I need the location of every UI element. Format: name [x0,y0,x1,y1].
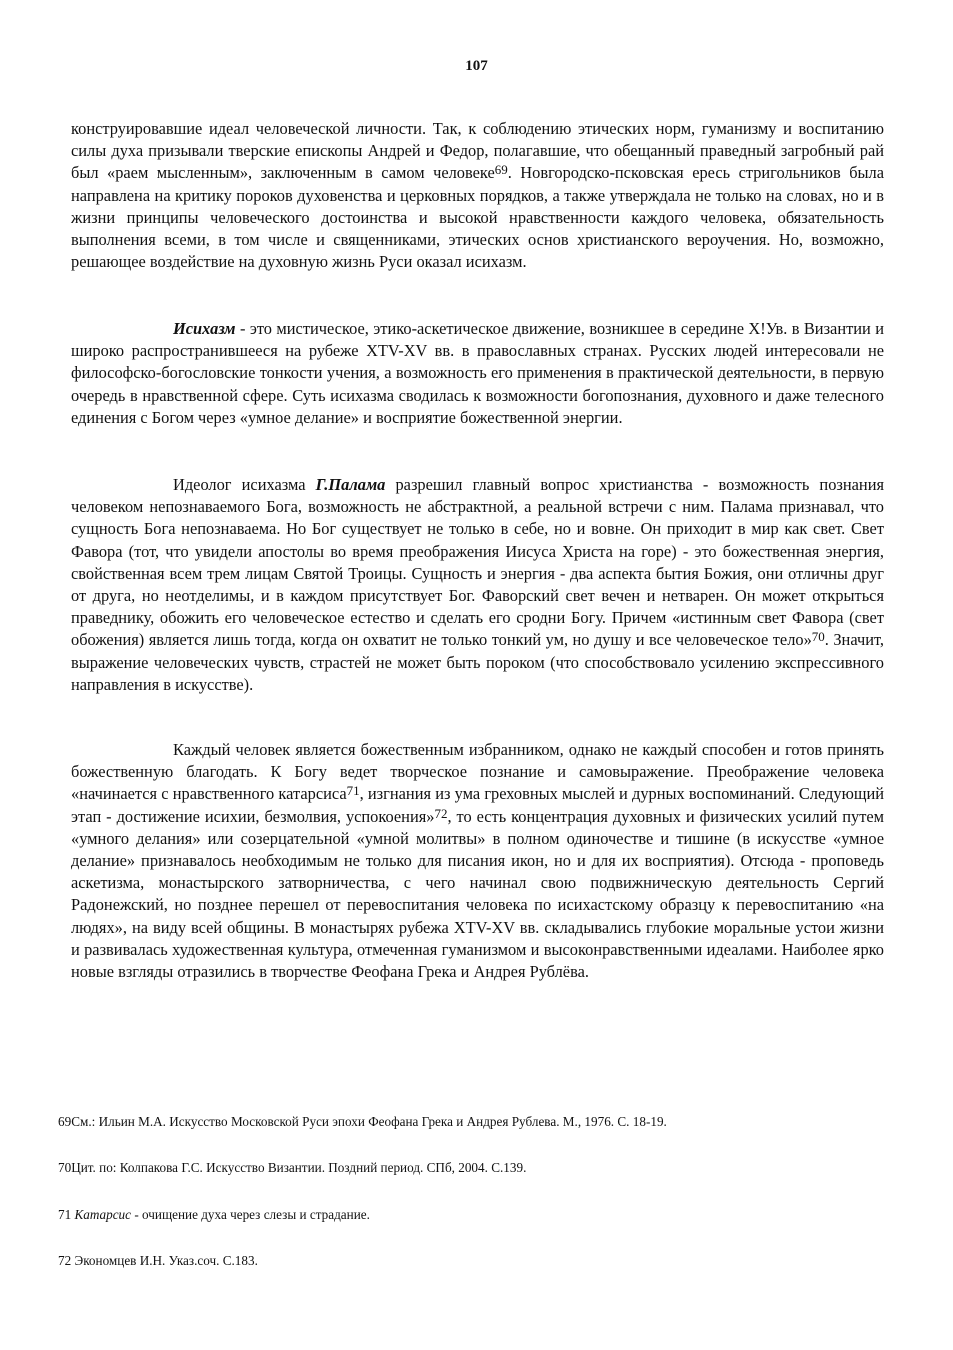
paragraph-2-text: - это мистическое, этико-аскетическое движение, возникшее в середине Х!Ув. в Византии и широко распространившееся на рубеже XTV-XV вв. в православных странах. Русских людей интересовали не философско-богословские тонкости учения, а возможность его применения в практической деятельности, в первую очередь в нравственной сфере. Суть исихазма сводилась к возможности богопознания, духовного и даже телесного единения с Богом через «умное делание» и восприятие божественной энергии. [71,319,884,427]
name-palamas: Г.Палама [315,475,386,494]
footnote-text: Цит. по: Колпакова Г.С. Искусство Византии. Поздний период. СПб, 2004. С.139. [71,1160,527,1175]
footnote-text: - очищение духа через слезы и страдание. [131,1207,370,1222]
paragraph-3-lead: Идеолог исихазма [173,475,316,494]
footnote-69 [58,1114,888,1130]
footnote-text: См.: Ильин М.А. Искусство Московской Руси эпохи Феофана Грека и Андрея Рублева. М., 1976. С. 18-19. [71,1114,667,1129]
footnote-71 [58,1207,888,1223]
footnote-ref-72: 72 [434,805,448,821]
paragraph-4 [71,739,884,983]
footnote-term: Катарсис [74,1207,132,1222]
footnote-number: 69 [58,1114,72,1129]
paragraph-3-tail: . Значит, выражение человеческих чувств, страстей не может быть пороком (что способствовало усилению экспрессивного направления в искусстве). [71,630,884,694]
paragraph-2 [71,318,884,429]
paragraph-3-text: разрешил главный вопрос христианства - возможность познания человеком непознаваемого Бога, возможность не абстрактной, а реальной встречи с ним. Палама признавал, что сущность Бога непознаваема. Но Бог существует не только в себе, но и вовне. Он приходит в мир как свет. Свет Фавора (тот, что увидели апостолы во время преображения Иисуса Христа на горе) - это божественная энергия, свойственная всем трем лицам Святой Троицы. Сущность и энергия - два аспекта бытия Божия, они отличны друг от друга, но неотделимы, и в каждом присутствует Бог. Фаворский свет вечен и нетварен. Он может открыться праведнику, обожить его человеческое естество и сделать его сродни Богу. Причем «истинным свет Фавора (свет обожения) является лишь тогда, когда он охватит не только тонкий ум, но душу и все человеческое тело» [71,475,885,650]
footnote-70 [58,1160,888,1176]
paragraph-4-text-b: , изгнания из ума греховных мыслей и дурных воспоминаний. Следующий этап - достижение исихии, безмолвия, успокоения» [71,784,884,826]
paragraph-1-tail: . Новгородско-псковская ересь стригольников была направлена на критику пороков духовенства и церковных порядков, а также утверждала не только на словах, но и в жизни принципы человеческого достоинства и высокой нравственности каждого человека, обязательность выполнения всеми, в том числе и священниками, этических основ христианского вероучения. Но, возможно, решающее воздействие на духовную жизнь Руси оказал исихазм. [71,163,885,272]
paragraph-1-text: конструировавшие идеал человеческой личности. Так, к соблюдению этических норм, гуманизму и воспитанию силы духа призывали тверские епископы Андрей и Федор, полагавшие, что обещанный праведный загробный рай был «раем мысленным», заключенным в самом человеке [71,119,884,183]
footnote-number: 72 [58,1253,72,1268]
footnote-ref-71: 71 [346,783,360,799]
page-number: 107 [465,58,488,74]
term-hesychasm: Исихазм [173,319,236,338]
paragraph-4-text-a: Каждый человек является божественным избранником, однако не каждый способен и готов принять божественную благодать. К Богу ведет творческое познание и самовыражение. Преображение человека «начинается с нравственного катарсиса [71,740,884,804]
footnote-72 [58,1253,888,1269]
paragraph-3 [71,474,884,696]
paragraph-4-text-c: , то есть концентрация духовных и физических усилий путем «умного делания» или созерцательной «умной молитвы» в полном одиночестве и тишине (в искусстве «умное делание» признавалось необходимым не только для писания икон, но и для их восприятия). Отсюда - проповедь аскетизма, монастырского затворничества, с чего начинал свою подвижническую деятельность Сергий Радонежский, но позднее перешел от перевоспитания человека по исихастскому образцу к перевоспитанию «на людях», на виду всей общины. В монастырях рубежа XTV-XV вв. складывались глубокие моральные устои жизни и развивалась художественная культура, отмеченная гуманизмом и высоконравственными идеалами. Наиболее ярко новые взгляды отразились в творчестве Феофана Грека и Андрея Рублёва. [71,806,885,982]
footnote-ref-69: 69 [494,162,508,178]
footnote-number: 70 [58,1160,72,1175]
footnote-number: 71 [58,1207,72,1222]
footnote-ref-70: 70 [811,629,825,645]
footnote-text: Экономцев И.Н. Указ.соч. С.183. [74,1253,258,1268]
paragraph-1 [71,118,884,273]
